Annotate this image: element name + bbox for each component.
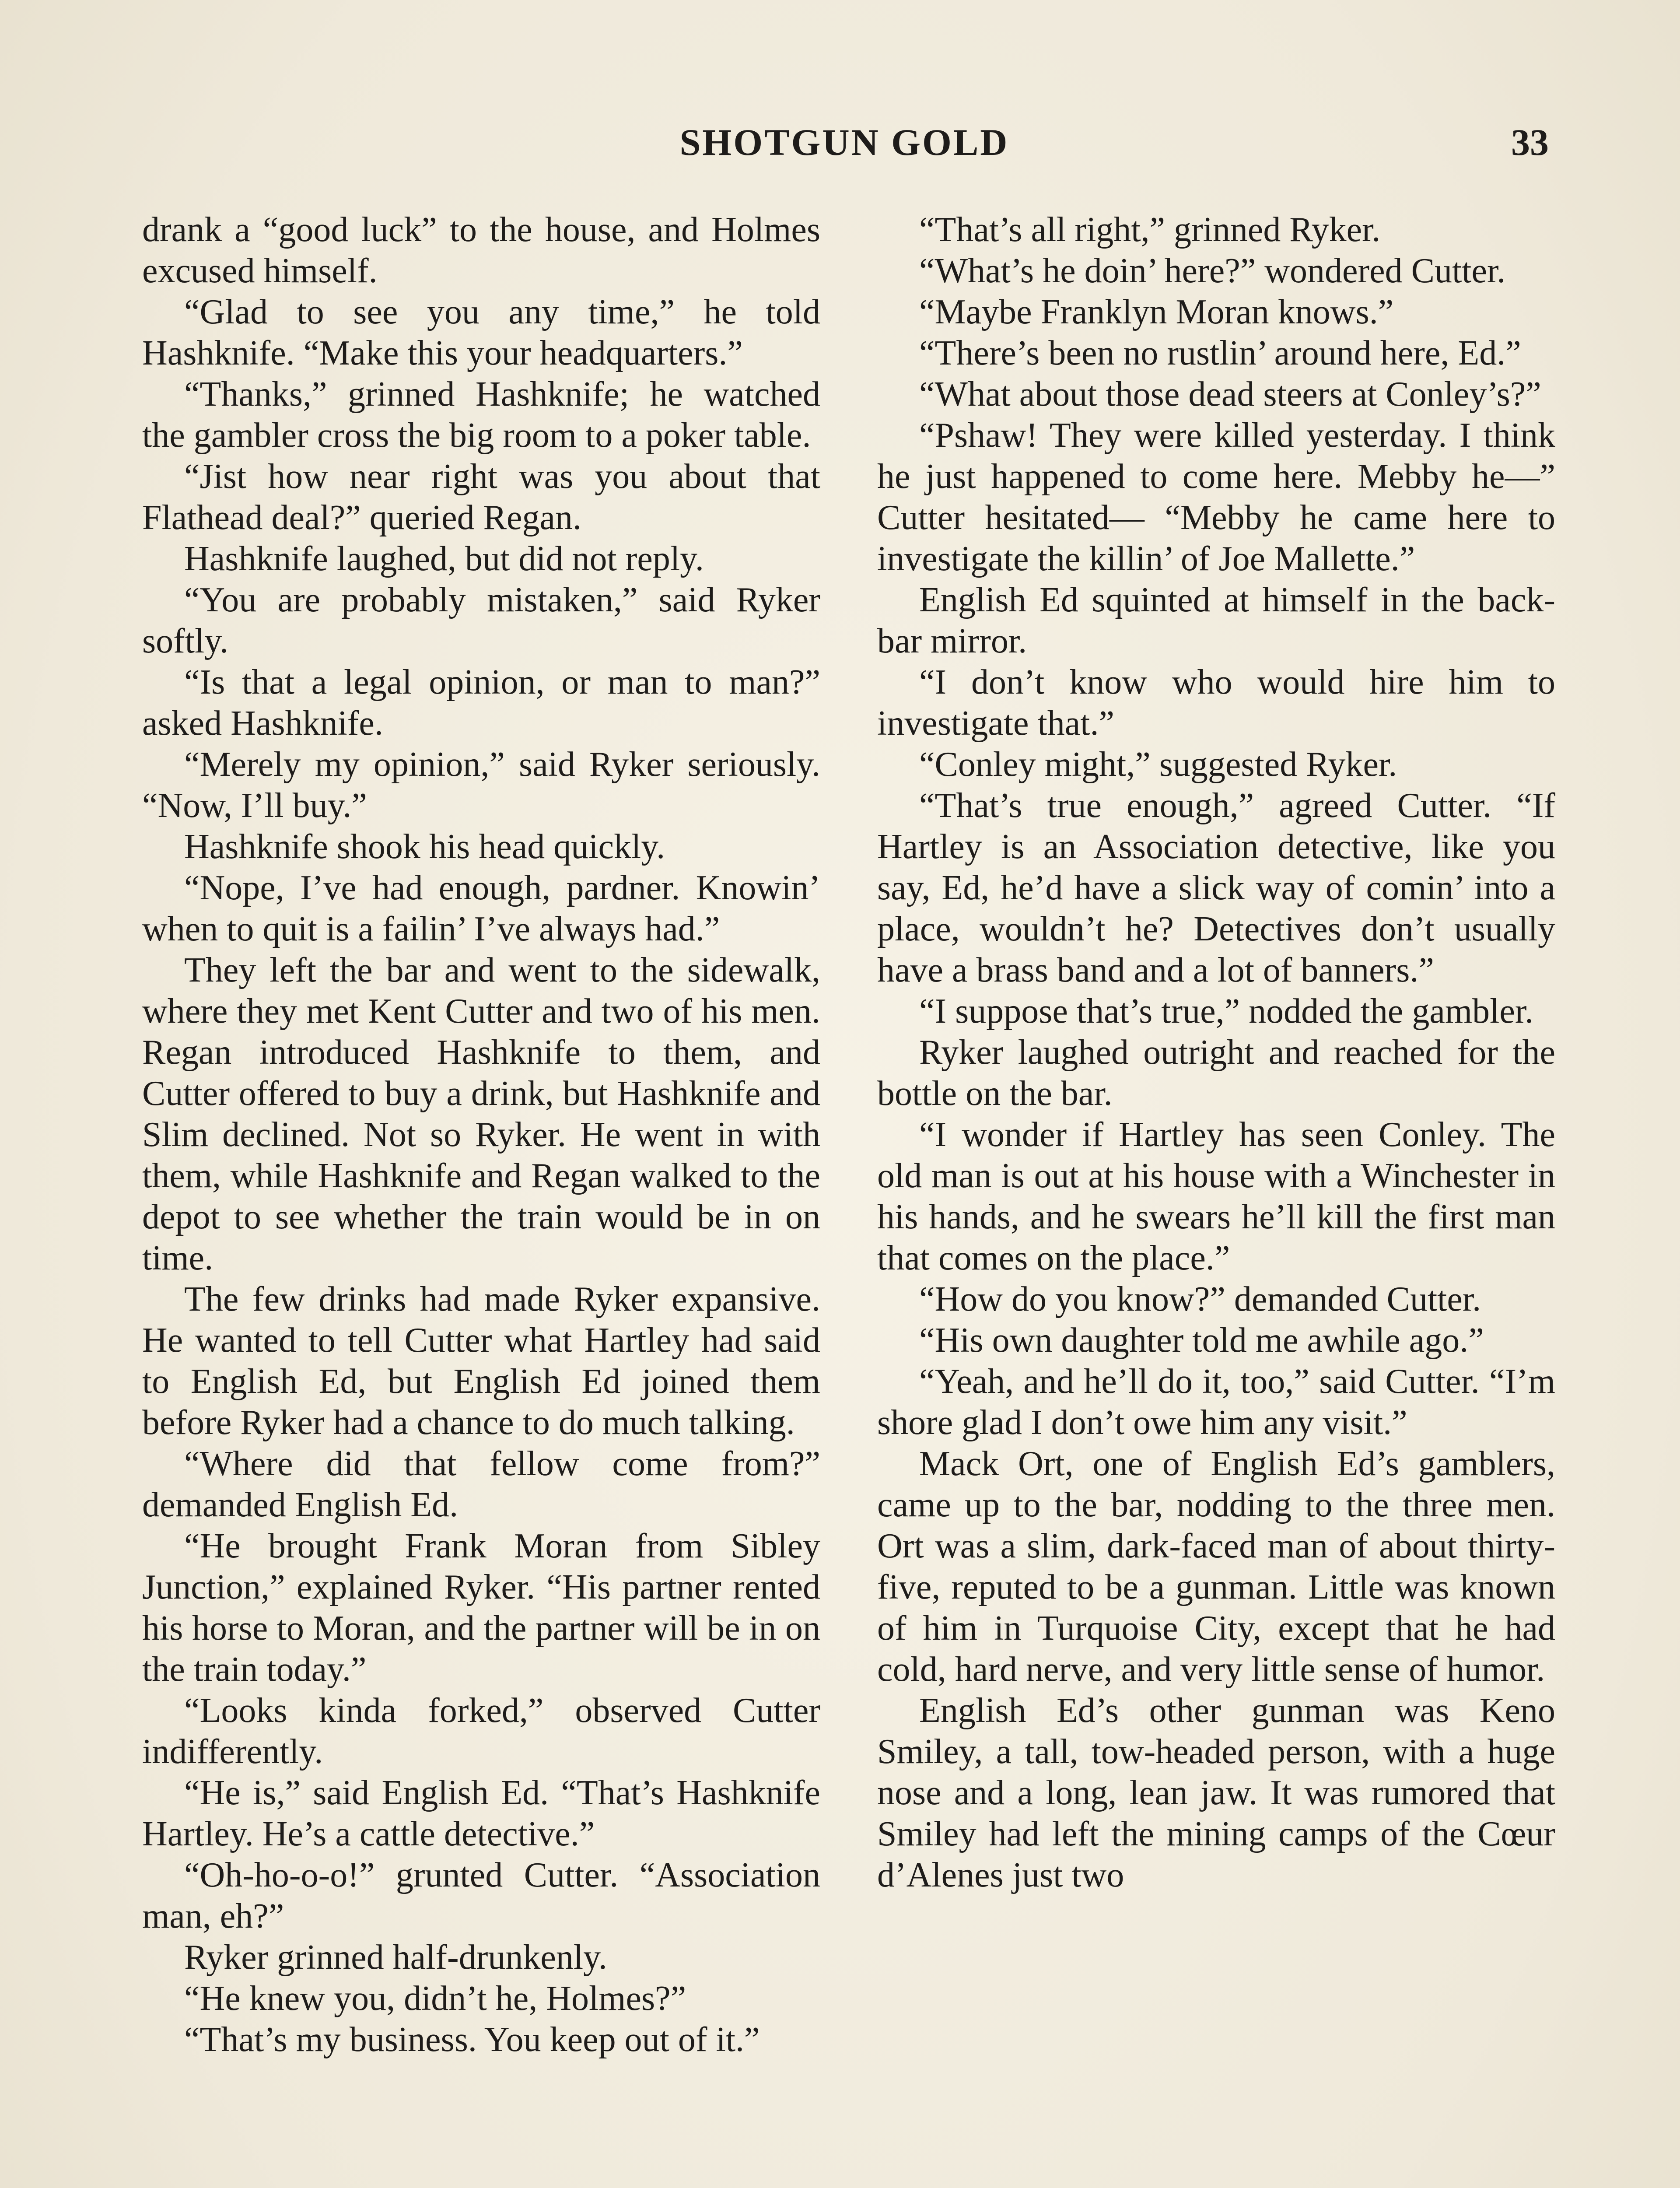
paragraph: “That’s my business. You keep out of it.” [184, 2020, 760, 2059]
paragraph: “Jist how near right was you about that Flathead deal?” queried Regan. [142, 457, 820, 537]
running-title: SHOTGUN GOLD [679, 121, 1009, 163]
paragraph: “That’s true enough,” agreed Cutter. “If Hartley is an Association detective, like you say, Ed, he’d have a slick way of comin’ into a place, wouldn’t he? Detectives don’t usually have a brass band and a lot of banners.” [877, 786, 1555, 989]
page-number: 33 [1511, 121, 1549, 163]
paragraph: “What about those dead steers at Conley’s?” [919, 375, 1541, 414]
paragraph: “I don’t know who would hire him to investigate that.” [877, 663, 1555, 743]
paragraph: They left the bar and went to the sidewalk, where they met Kent Cutter and two of his men. Regan introduced Hashknife to them, and Cutter offered to buy a drink, but Hashknife and Slim declined. Not so Ryker. He went in with them, while Hashknife and Regan walked to the depot to see whether the train would be in on time. [142, 951, 820, 1277]
paragraph: “Where did that fellow come from?” demanded English Ed. [142, 1445, 820, 1524]
paragraph: “That’s all right,” grinned Ryker. [919, 210, 1381, 249]
paragraph: “Is that a legal opinion, or man to man?” asked Hashknife. [142, 663, 820, 743]
paragraph: English Ed’s other gunman was Keno Smiley, a tall, tow-headed person, with a huge nose and a long, lean jaw. It was rumored that Smiley had left the mining camps of the Cœur d’Alenes just two [877, 1691, 1555, 1894]
paragraph: “I suppose that’s true,” nodded the gambler. [919, 992, 1534, 1031]
paragraph: “Oh-ho-o-o!” grunted Cutter. “Association man, eh?” [142, 1856, 820, 1936]
paragraph: “His own daughter told me awhile ago.” [919, 1321, 1484, 1360]
paragraph: “Thanks,” grinned Hashknife; he watched the gambler cross the big room to a poker table. [142, 375, 820, 455]
page-header [140, 118, 1549, 166]
paragraph: Hashknife laughed, but did not reply. [184, 540, 704, 578]
paragraph: “Maybe Franklyn Moran knows.” [919, 293, 1394, 331]
paragraph: “How do you know?” demanded Cutter. [919, 1280, 1481, 1318]
paragraph: “He brought Frank Moran from Sibley Junction,” explained Ryker. “His partner rented his horse to Moran, and the partner will be in on the train today.” [142, 1527, 820, 1689]
paragraph: “What’s he doin’ here?” wondered Cutter. [919, 252, 1506, 290]
paragraph: Hashknife shook his head quickly. [184, 828, 665, 866]
paragraph: Ryker laughed outright and reached for the bottle on the bar. [877, 1033, 1555, 1113]
paragraph: Ryker grinned half-drunkenly. [184, 1938, 607, 1977]
paragraph: “Pshaw! They were killed yesterday. I think he just happened to come here. Mebby he—” Cutter hesitated— “Mebby he came here to investigate the killin’ of Joe Mallette.” [877, 416, 1555, 578]
paragraph: “I wonder if Hartley has seen Conley. The old man is out at his house with a Winchester in his hands, and he swears he’ll kill the first man that comes on the place.” [877, 1115, 1555, 1277]
paragraph: “Merely my opinion,” said Ryker seriously. “Now, I’ll buy.” [142, 745, 820, 825]
paragraph: The few drinks had made Ryker expansive. He wanted to tell Cutter what Hartley had said to English Ed, but English Ed joined them before Ryker had a chance to do much talking. [142, 1280, 820, 1442]
paragraph: “There’s been no rustlin’ around here, Ed.” [919, 334, 1521, 372]
left-column [142, 209, 820, 2060]
paragraph: “Conley might,” suggested Ryker. [919, 745, 1397, 784]
paragraph: “Glad to see you any time,” he told Hashknife. “Make this your headquarters.” [142, 293, 820, 372]
paragraph: “Yeah, and he’ll do it, too,” said Cutter. “I’m shore glad I don’t owe him any visit.” [877, 1362, 1555, 1442]
paragraph: English Ed squinted at himself in the back-bar mirror. [877, 581, 1555, 660]
paragraph: “He is,” said English Ed. “That’s Hashknife Hartley. He’s a cattle detective.” [142, 1774, 820, 1853]
paragraph: Mack Ort, one of English Ed’s gamblers, came up to the bar, nodding to the three men. Ort was a slim, dark-faced man of about thirty-five, reputed to be a gunman. Little was known of him in Turquoise City, except that he had cold, hard nerve, and very little sense of humor. [877, 1445, 1555, 1689]
paragraph: “You are probably mistaken,” said Ryker softly. [142, 581, 820, 660]
paragraph: “Looks kinda forked,” observed Cutter indifferently. [142, 1691, 820, 1771]
paragraph: “Nope, I’ve had enough, pardner. Knowin’ when to quit is a failin’ I’ve always had.” [142, 869, 820, 948]
right-column [877, 209, 1555, 1896]
paragraph: “He knew you, didn’t he, Holmes?” [184, 1979, 686, 2018]
paragraph: drank a “good luck” to the house, and Holmes excused himself. [142, 210, 820, 290]
